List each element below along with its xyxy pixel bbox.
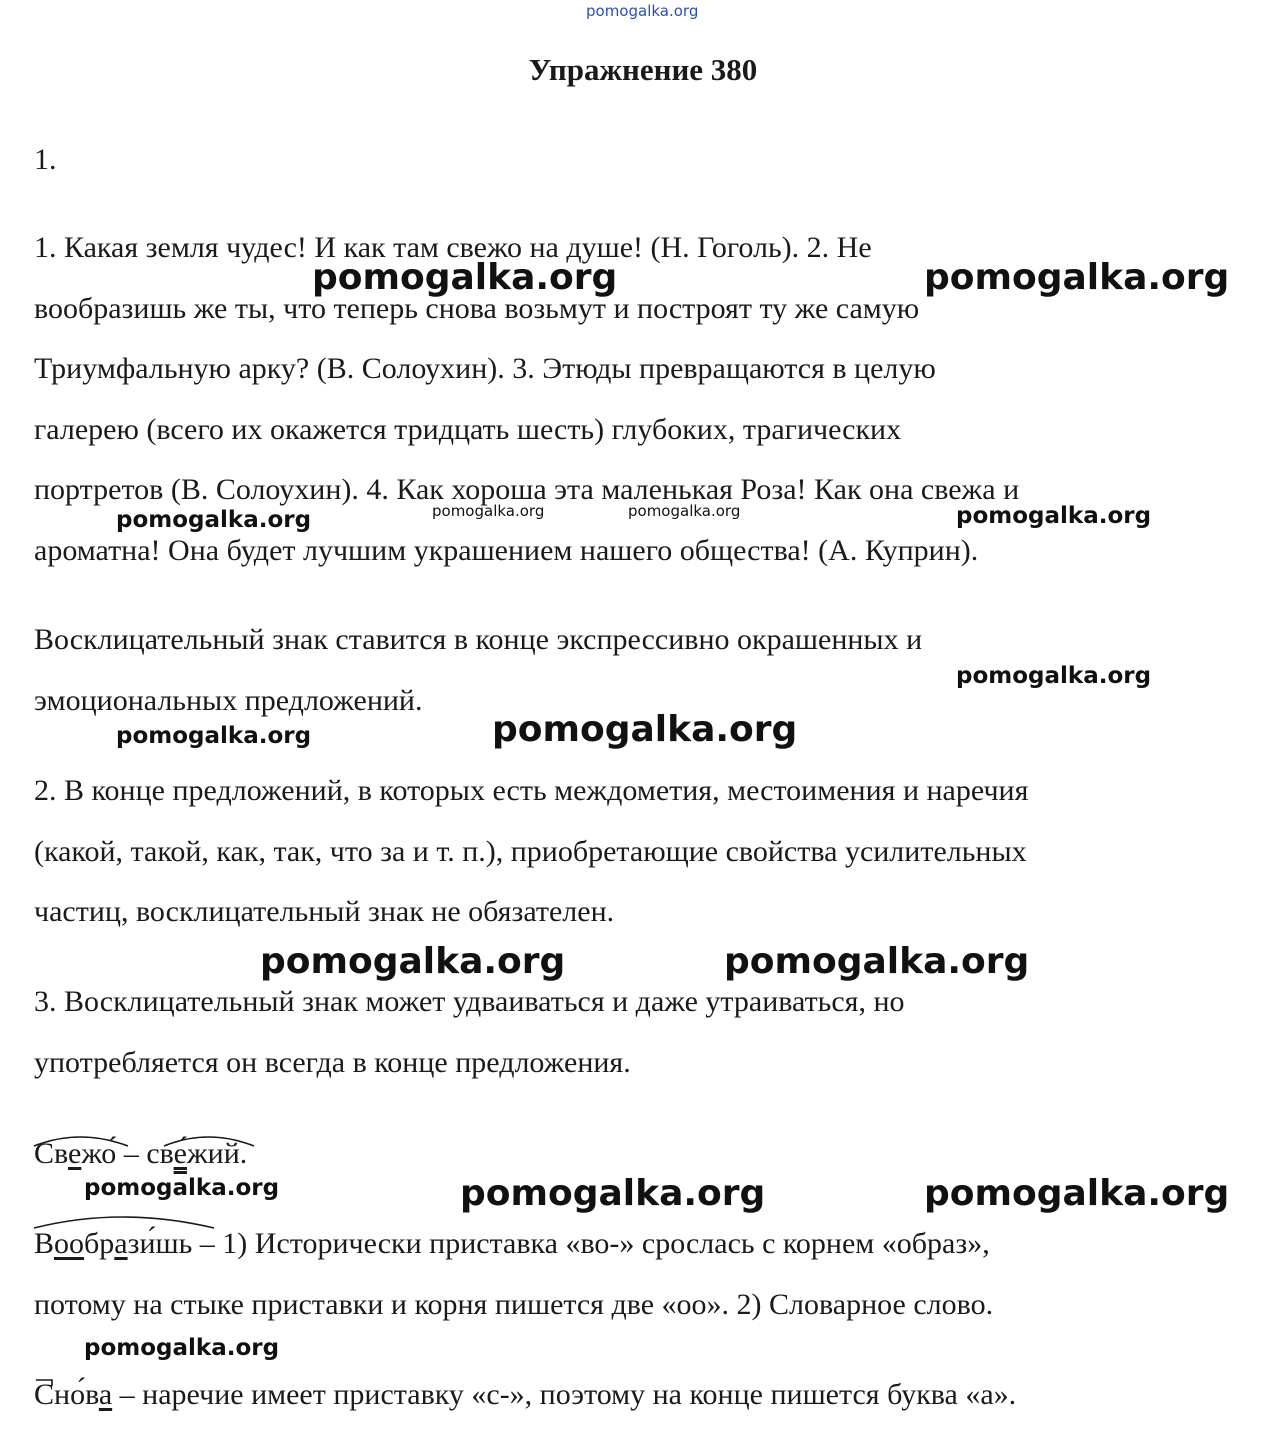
paragraph-3: [34, 761, 1028, 943]
word-explanation: – 1) Исторически приставка «во-» срослась с корнем «образ»,: [192, 1227, 990, 1260]
watermark: pomogalka.org: [116, 507, 312, 533]
watermark-top: pomogalka.org: [586, 2, 699, 20]
paragraph-line: ароматна! Она будет лучшим украшением нашего общества! (А. Куприн).: [34, 533, 979, 567]
paragraph-line: вообразишь же ты, что теперь снова возьмут и построят ту же самую: [34, 291, 920, 325]
word-part: св: [146, 1137, 174, 1170]
watermark: pomogalka.org: [492, 709, 798, 750]
paragraph-line: галерею (всего их окажется тридцать шесть) глубоких, трагических: [34, 412, 902, 446]
word-part: зи́шь: [127, 1227, 193, 1260]
watermark: pomogalka.org: [460, 1173, 766, 1214]
word-analysis-2: [34, 1214, 993, 1335]
watermark: pomogalka.org: [924, 257, 1230, 298]
watermark: pomogalka.org: [84, 1335, 280, 1361]
paragraph-line: 1. Какая земля чудес! И как там свежо на душе! (Н. Гоголь). 2. Не: [34, 231, 872, 264]
word-part-vowel: е: [68, 1137, 82, 1170]
word-part-vowel: е́: [173, 1137, 187, 1170]
exercise-title: Упражнение 380: [528, 52, 758, 87]
paragraph-line: (какой, такой, как, так, что за и т. п.), приобретающие свойства усилительных: [34, 834, 1027, 868]
word-part: жо́: [81, 1137, 117, 1170]
section-number: 1.: [34, 143, 57, 176]
word-part: но́в: [54, 1378, 99, 1411]
watermark: pomogalka.org: [956, 503, 1152, 529]
watermark: pomogalka.org: [628, 502, 741, 520]
word-part-vowel: а: [98, 1378, 113, 1411]
word-analysis-3: [34, 1365, 1016, 1426]
word-part: С: [34, 1378, 55, 1411]
watermark: pomogalka.org: [84, 1175, 280, 1201]
word-part: бр: [84, 1227, 115, 1260]
paragraph-line: употребляется он всегда в конце предложения.: [34, 1045, 631, 1079]
paragraph-line: эмоциональных предложений.: [34, 683, 423, 717]
watermark: pomogalka.org: [312, 257, 618, 298]
paragraph-line: частиц, восклицательный знак не обязателен.: [34, 895, 615, 928]
word-explanation: – наречие имеет приставку «с-», поэтому на конце пишется буква «а».: [112, 1378, 1017, 1411]
watermark: pomogalka.org: [260, 941, 566, 982]
paragraph-line: 2. В конце предложений, в которых есть междометия, местоимения и наречия: [34, 774, 1029, 807]
word-part: жий.: [186, 1137, 248, 1170]
word-separator: –: [116, 1137, 147, 1170]
paragraph-4: [34, 972, 905, 1093]
paragraph-line: портретов (В. Солоухин). 4. Как хороша эта маленькая Роза! Как она свежа и: [34, 473, 1020, 506]
word-part-vowel: оо: [54, 1227, 85, 1260]
word-part: В: [34, 1227, 55, 1260]
paragraph-line: Триумфальную арку? (В. Солоухин). 3. Этюды превращаются в целую: [34, 352, 936, 385]
paragraph-line: 3. Восклицательный знак может удваиваться и даже утраиваться, но: [34, 985, 905, 1018]
word-part: Св: [34, 1137, 68, 1170]
watermark: pomogalka.org: [724, 941, 1030, 982]
paragraph-line: потому на стыке приставки и корня пишется две «оо». 2) Словарное слово.: [34, 1287, 994, 1321]
watermark: pomogalka.org: [432, 502, 545, 520]
paragraph-line: [34, 1214, 993, 1275]
watermark: pomogalka.org: [924, 1173, 1230, 1214]
word-part-vowel: а: [114, 1227, 128, 1260]
watermark: pomogalka.org: [956, 663, 1152, 689]
paragraph-line: Восклицательный знак ставится в конце экспрессивно окрашенных и: [34, 623, 923, 656]
watermark: pomogalka.org: [116, 723, 312, 749]
